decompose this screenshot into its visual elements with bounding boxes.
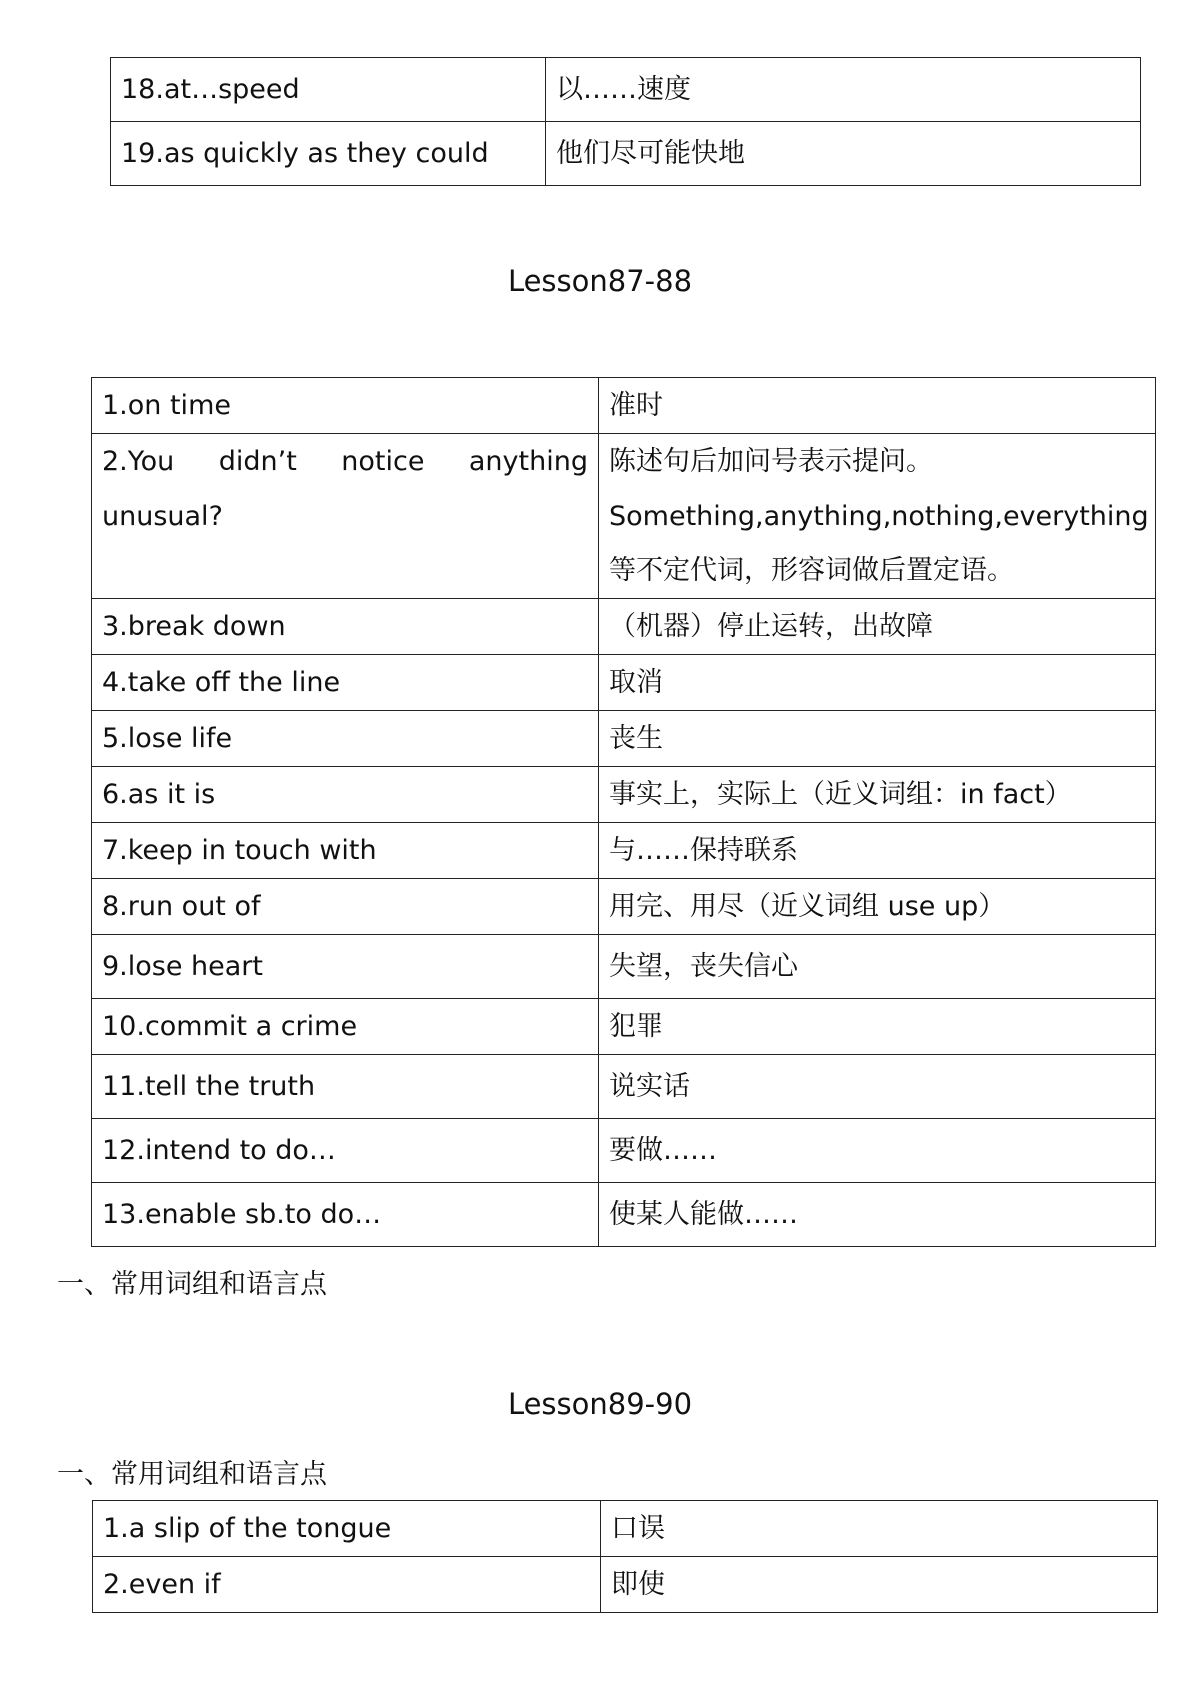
vocab-table-lesson-89-90 — [92, 1500, 1158, 1613]
table-row — [92, 655, 1156, 711]
table-row — [111, 122, 1141, 186]
table-row — [92, 434, 1156, 599]
table-row — [93, 1501, 1158, 1557]
meaning-cell: （机器）停止运转，出故障 — [599, 599, 1156, 655]
meaning-line: Something,anything,nothing,everything — [609, 501, 1149, 532]
meaning-cell: 他们尽可能快地 — [546, 122, 1141, 186]
meaning-line: 陈述句后加问号表示提问。 — [609, 446, 933, 477]
phrase-word: anything — [468, 446, 588, 477]
table-row — [92, 879, 1156, 935]
meaning-cell: 用完、用尽（近义词组 use up） — [599, 879, 1156, 935]
table-row — [92, 599, 1156, 655]
table-row — [93, 1557, 1158, 1613]
vocab-table-previous — [110, 57, 1141, 186]
meaning-cell: 事实上，实际上（近义词组：in fact） — [599, 767, 1156, 823]
phrase-cell: 11.tell the truth — [92, 1055, 599, 1119]
phrase-cell: 10.commit a crime — [92, 999, 599, 1055]
phrase-word: notice — [341, 446, 425, 477]
table-row — [92, 999, 1156, 1055]
phrase-cell: 3.break down — [92, 599, 599, 655]
phrase-cell — [92, 434, 599, 599]
phrase-cell: 9.lose heart — [92, 935, 599, 999]
meaning-cell — [599, 434, 1156, 599]
phrase-cell: 1.on time — [92, 378, 599, 434]
table-row — [92, 1055, 1156, 1119]
table-row — [92, 1183, 1156, 1247]
table-row — [92, 1119, 1156, 1183]
section-heading: 一、常用词组和语言点 — [57, 1269, 327, 1300]
phrase-word: didn’t — [218, 446, 297, 477]
table-row — [92, 767, 1156, 823]
meaning-cell: 口误 — [601, 1501, 1158, 1557]
meaning-cell: 说实话 — [599, 1055, 1156, 1119]
meaning-cell: 即使 — [601, 1557, 1158, 1613]
phrase-cell: 19.as quickly as they could — [111, 122, 546, 186]
phrase-cell: 6.as it is — [92, 767, 599, 823]
table-row — [92, 823, 1156, 879]
meaning-cell: 使某人能做…… — [599, 1183, 1156, 1247]
meaning-cell: 犯罪 — [599, 999, 1156, 1055]
phrase-cell: 4.take off the line — [92, 655, 599, 711]
section-heading: 一、常用词组和语言点 — [57, 1459, 327, 1490]
meaning-cell: 准时 — [599, 378, 1156, 434]
meaning-cell: 要做…… — [599, 1119, 1156, 1183]
phrase-cell: 5.lose life — [92, 711, 599, 767]
table-row — [92, 378, 1156, 434]
phrase-cell: 7.keep in touch with — [92, 823, 599, 879]
meaning-cell: 失望，丧失信心 — [599, 935, 1156, 999]
phrase-cell: 12.intend to do… — [92, 1119, 599, 1183]
table-row — [92, 711, 1156, 767]
meaning-line: 等不定代词，形容词做后置定语。 — [609, 555, 1014, 586]
lesson-87-88-title: Lesson87-88 — [507, 264, 693, 298]
phrase-line — [102, 434, 588, 490]
phrase-cell: 18.at…speed — [111, 58, 546, 122]
table-row — [111, 58, 1141, 122]
phrase-cell: 13.enable sb.to do… — [92, 1183, 599, 1247]
vocab-table-lesson-87-88 — [91, 377, 1156, 1247]
meaning-cell: 取消 — [599, 655, 1156, 711]
phrase-word: 2.You — [102, 446, 175, 477]
phrase-cell: 8.run out of — [92, 879, 599, 935]
meaning-cell: 丧生 — [599, 711, 1156, 767]
phrase-cell: 2.even if — [93, 1557, 601, 1613]
lesson-89-90-title: Lesson89-90 — [507, 1387, 693, 1421]
phrase-line: unusual? — [102, 501, 223, 532]
table-row — [92, 935, 1156, 999]
meaning-cell: 与……保持联系 — [599, 823, 1156, 879]
phrase-cell: 1.a slip of the tongue — [93, 1501, 601, 1557]
meaning-cell: 以……速度 — [546, 58, 1141, 122]
